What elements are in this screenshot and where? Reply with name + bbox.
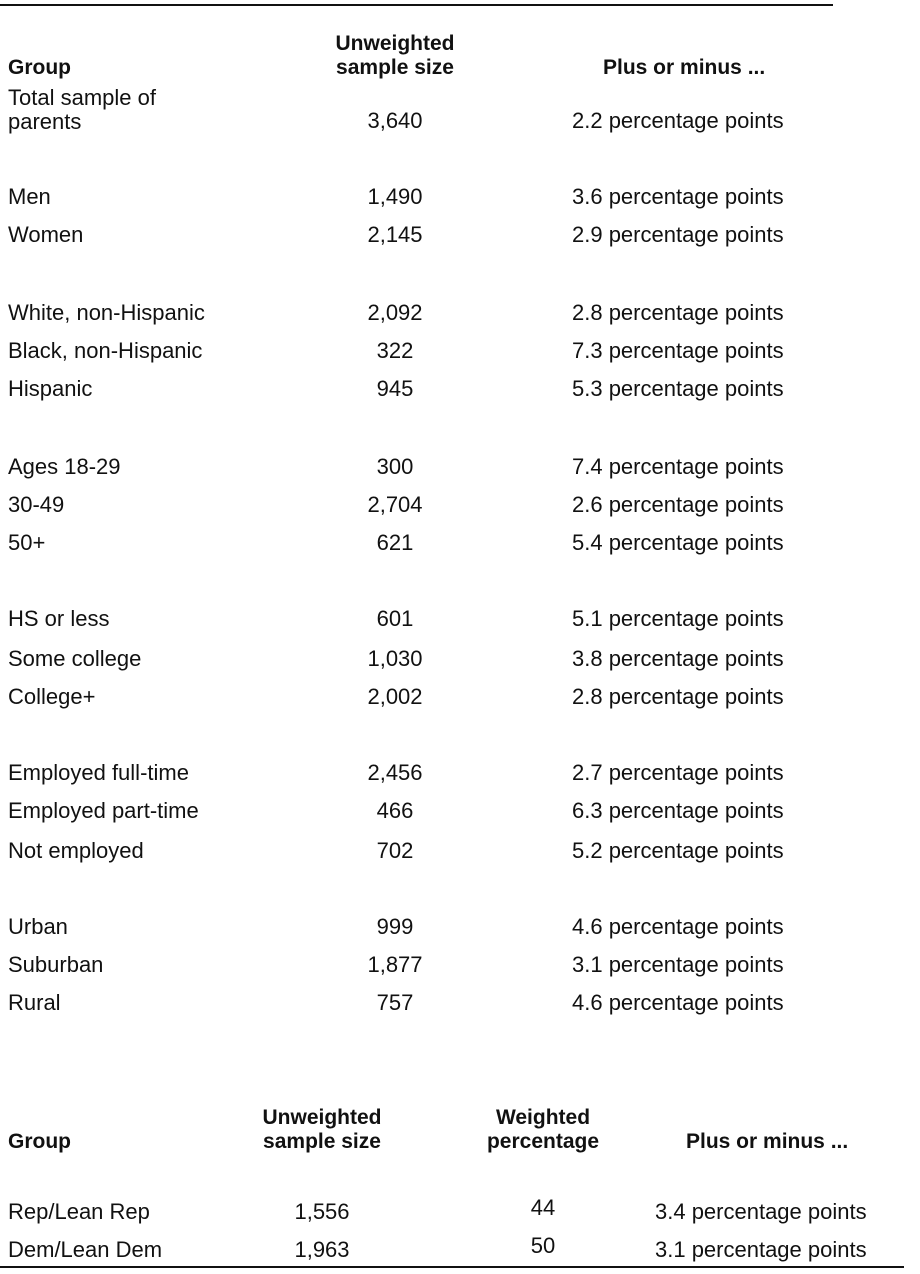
t1-row-moe: 2.9 percentage points bbox=[572, 222, 784, 247]
t2-header-sample bbox=[232, 1106, 412, 1154]
t1-row-sample: 466 bbox=[376, 798, 414, 823]
t1-row bbox=[0, 455, 900, 481]
t2-header-weighted-line1: Weighted bbox=[495, 1106, 591, 1129]
t1-row bbox=[0, 223, 900, 249]
t1-row-moe: 4.6 percentage points bbox=[572, 914, 784, 939]
t1-row bbox=[0, 991, 900, 1017]
t1-row-moe: 3.6 percentage points bbox=[572, 184, 784, 209]
t2-row-moe: 3.4 percentage points bbox=[655, 1199, 867, 1224]
t1-row-moe: 5.4 percentage points bbox=[572, 530, 784, 555]
t1-row-moe: 2.7 percentage points bbox=[572, 760, 784, 785]
t1-row-sample: 601 bbox=[376, 606, 414, 631]
t1-row bbox=[0, 915, 900, 941]
t1-row-label: Rural bbox=[8, 990, 61, 1015]
t1-row-moe: 5.3 percentage points bbox=[572, 376, 784, 401]
t1-row-label: Suburban bbox=[8, 952, 104, 977]
t2-row bbox=[0, 1195, 910, 1226]
t1-row-moe: 7.3 percentage points bbox=[572, 338, 784, 363]
t2-header-sample-line1: Unweighted bbox=[262, 1106, 382, 1129]
t1-row-moe: 6.3 percentage points bbox=[572, 798, 784, 823]
t1-row-sample: 1,030 bbox=[367, 646, 423, 671]
t1-row-moe: 7.4 percentage points bbox=[572, 454, 784, 479]
t1-total-row bbox=[0, 86, 900, 136]
top-rule bbox=[0, 4, 833, 6]
t1-row-label: Some college bbox=[8, 646, 142, 671]
t1-row bbox=[0, 531, 900, 557]
t1-row-sample: 322 bbox=[376, 338, 414, 363]
t1-row bbox=[0, 799, 900, 825]
t1-row-sample: 2,092 bbox=[367, 300, 423, 325]
t1-header-sample-line2: sample size bbox=[336, 56, 454, 79]
t1-row bbox=[0, 839, 900, 865]
t1-header-moe: Plus or minus ... bbox=[603, 56, 766, 79]
t1-row-sample: 999 bbox=[376, 914, 414, 939]
t1-total-moe: 2.2 percentage points bbox=[572, 108, 784, 133]
t2-row-label: Dem/Lean Dem bbox=[8, 1237, 163, 1262]
t1-row-moe: 4.6 percentage points bbox=[572, 990, 784, 1015]
t1-row-sample: 702 bbox=[376, 838, 414, 863]
t1-row-sample: 2,456 bbox=[367, 760, 423, 785]
t1-row-label: 50+ bbox=[8, 530, 46, 555]
t1-row-moe: 5.1 percentage points bbox=[572, 606, 784, 631]
t1-row-label: Ages 18-29 bbox=[8, 454, 121, 479]
t1-row bbox=[0, 185, 900, 211]
t1-row-label: White, non-Hispanic bbox=[8, 300, 205, 325]
t1-row-moe: 2.8 percentage points bbox=[572, 684, 784, 709]
t1-row-label: Not employed bbox=[8, 838, 144, 863]
t1-row-sample: 621 bbox=[376, 530, 414, 555]
t2-row-label: Rep/Lean Rep bbox=[8, 1199, 150, 1224]
t1-row-label: Urban bbox=[8, 914, 68, 939]
t1-row-moe: 5.2 percentage points bbox=[572, 838, 784, 863]
t1-row-sample: 1,490 bbox=[367, 184, 423, 209]
t2-header-group: Group bbox=[8, 1130, 71, 1153]
t2-row-sample: 1,556 bbox=[294, 1199, 350, 1224]
t1-row-sample: 300 bbox=[376, 454, 414, 479]
t1-row-sample: 2,704 bbox=[367, 492, 423, 517]
t1-row bbox=[0, 953, 900, 979]
t1-row-label: Black, non-Hispanic bbox=[8, 338, 203, 363]
t1-row bbox=[0, 377, 900, 403]
t2-row-weighted: 50 bbox=[530, 1233, 556, 1258]
t2-header-weighted bbox=[453, 1106, 633, 1154]
t1-row-moe: 3.8 percentage points bbox=[572, 646, 784, 671]
t1-row-label: Hispanic bbox=[8, 376, 93, 401]
t1-row-label: HS or less bbox=[8, 606, 110, 631]
t2-row-sample: 1,963 bbox=[294, 1237, 350, 1262]
t1-row-label: Women bbox=[8, 222, 84, 247]
t1-row-label: 30-49 bbox=[8, 492, 65, 517]
t2-row-weighted: 44 bbox=[530, 1195, 556, 1220]
t1-total-sample: 3,640 bbox=[367, 108, 423, 133]
bottom-rule bbox=[0, 1266, 904, 1268]
t1-row-sample: 2,145 bbox=[367, 222, 423, 247]
t1-row-moe: 2.6 percentage points bbox=[572, 492, 784, 517]
t1-row-sample: 945 bbox=[376, 376, 414, 401]
t1-row bbox=[0, 685, 900, 711]
t2-row bbox=[0, 1233, 910, 1264]
t1-row bbox=[0, 493, 900, 519]
t2-header-weighted-line2: percentage bbox=[486, 1130, 600, 1153]
t1-header-sample bbox=[305, 32, 485, 80]
t1-row-sample: 2,002 bbox=[367, 684, 423, 709]
t1-row bbox=[0, 647, 900, 673]
t1-row-sample: 757 bbox=[376, 990, 414, 1015]
t1-row bbox=[0, 761, 900, 787]
t1-total-label-line1: Total sample of bbox=[8, 85, 156, 110]
t2-header-sample-line2: sample size bbox=[263, 1130, 381, 1153]
t1-header-group: Group bbox=[8, 56, 71, 79]
t1-row-label: Men bbox=[8, 184, 51, 209]
t1-row-moe: 3.1 percentage points bbox=[572, 952, 784, 977]
t1-row bbox=[0, 339, 900, 365]
t1-header-sample-line1: Unweighted bbox=[335, 32, 455, 55]
t2-row-moe: 3.1 percentage points bbox=[655, 1237, 867, 1262]
t1-row-sample: 1,877 bbox=[367, 952, 423, 977]
t1-row bbox=[0, 301, 900, 327]
t1-row-moe: 2.8 percentage points bbox=[572, 300, 784, 325]
t1-total-label-line2: parents bbox=[8, 109, 82, 134]
t1-row-label: College+ bbox=[8, 684, 96, 709]
t2-header-moe: Plus or minus ... bbox=[686, 1130, 849, 1153]
t1-row bbox=[0, 607, 900, 633]
t1-row-label: Employed part-time bbox=[8, 798, 199, 823]
t1-row-label: Employed full-time bbox=[8, 760, 189, 785]
